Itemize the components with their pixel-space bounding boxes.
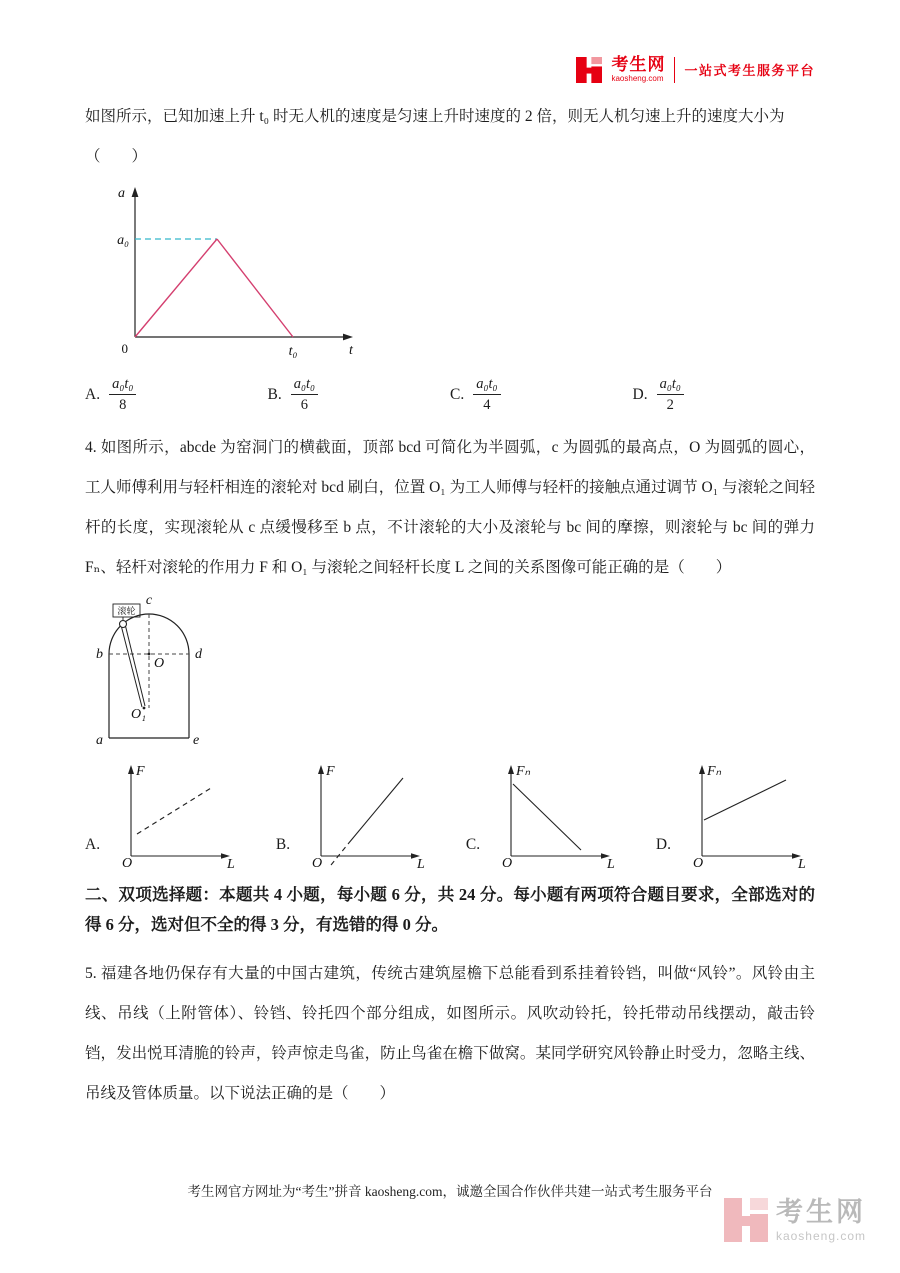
kaosheng-watermark-icon bbox=[724, 1198, 768, 1242]
graph-option-a bbox=[85, 758, 238, 870]
cave-door-figure bbox=[87, 590, 222, 750]
arch-label-O: O bbox=[154, 656, 165, 672]
arch-label-c: c bbox=[145, 593, 153, 609]
graph-c-ylabel: Fₙ bbox=[516, 764, 531, 780]
arch-label-d: d bbox=[195, 647, 202, 663]
arch-label-a: a bbox=[96, 733, 103, 749]
graph-b-curve bbox=[348, 778, 403, 844]
brand-name-block bbox=[611, 56, 665, 83]
roller-callout-label: 滚轮 bbox=[117, 606, 136, 617]
brand-domain: kaosheng.com bbox=[611, 74, 664, 83]
question3-answer-bracket: （ ） bbox=[85, 148, 148, 165]
arch-semicircle bbox=[109, 614, 189, 654]
option-d-label: D. bbox=[632, 385, 648, 403]
graph-b-curve-dashed bbox=[331, 844, 348, 865]
question3-text: 如图所示，已知加速上升 t₀ 时无人机的速度是匀速上升时速度的 2 倍，则无人机匀速上升的速度大小为 bbox=[85, 108, 785, 125]
graph-a-ylabel: F bbox=[136, 764, 145, 780]
section2-title: 二、双项选择题：本题共 4 小题，每小题 6 分，共 24 分。每小题有两项符合题目要求，全部选对的得 6 分，选对但不全的得 3 分，有选错的得 0 分。 bbox=[85, 885, 815, 935]
option-b-fraction: $\frac{\text{a₀t₀}}{6}$ bbox=[291, 375, 318, 414]
graph-c-origin: O bbox=[502, 856, 513, 871]
graph-option-d bbox=[656, 758, 809, 870]
option-a-fraction: $\frac{\text{a₀t₀}}{8}$ bbox=[109, 375, 136, 414]
arch-label-O1: O₁ bbox=[131, 707, 146, 723]
graph-d-plot bbox=[674, 758, 809, 870]
option-c-fraction: $\frac{\text{a₀t₀}}{4}$ bbox=[473, 375, 500, 414]
x-axis-label: t bbox=[349, 343, 353, 358]
option-d bbox=[633, 375, 816, 414]
graph-d-xlabel: L bbox=[797, 857, 806, 871]
graph-d-ylabel: Fₙ bbox=[706, 764, 722, 780]
graph-a-label: A. bbox=[85, 836, 101, 854]
graph-a-origin: O bbox=[122, 856, 133, 871]
option-b bbox=[268, 375, 451, 414]
question4-text: 4. 如图所示，abcde 为窑洞门的横截面，顶部 bcd 可简化为半圆弧，c 为圆弧的最高点，O 为圆弧的圆心，工人师傅利用与轻杆相连的滚轮对 bcd 刷白，位置 O₁ 为工人师傅与轻杆的接触点通过调节 O₁ 与滚轮之间轻杆的长度，实现滚轮从 c 点缓慢移至 b 点，不计滚轮的大小及滚轮与 bc 间的摩擦，则滚轮与 bc 间的弹力 Fₙ、轻杆对滚轮的作用力 F 和 O₁ 与滚轮之间轻杆长度 L 之间的关系图像可能正确的是（ ） bbox=[85, 439, 815, 577]
question3-options bbox=[85, 375, 815, 414]
y-axis-tick-a0: a₀ bbox=[117, 233, 129, 248]
arch-label-b: b bbox=[96, 647, 103, 663]
option-c bbox=[450, 375, 633, 414]
graph-b-origin: O bbox=[312, 856, 323, 871]
arch-label-e: e bbox=[193, 733, 200, 749]
brand-divider bbox=[674, 57, 675, 83]
option-a-label: A. bbox=[85, 385, 101, 403]
origin-label: 0 bbox=[121, 341, 128, 356]
acceleration-falling-line bbox=[217, 239, 293, 337]
watermark-name: 考生网 bbox=[775, 1196, 866, 1227]
acceleration-rising-line bbox=[135, 239, 217, 337]
graph-c-xlabel: L bbox=[607, 857, 615, 871]
kaosheng-logo-icon bbox=[576, 57, 602, 83]
graph-d-curve bbox=[704, 780, 786, 820]
graph-c-curve bbox=[513, 784, 581, 850]
acceleration-time-graph bbox=[95, 179, 375, 361]
kaosheng-watermark bbox=[724, 1198, 866, 1242]
question5-text: 5. 福建各地仍保存有大量的中国古建筑，传统古建筑屋檐下总能看到系挂着铃铛，叫做“风铃”。风铃由主线、吊线（上附管体）、铃铛、铃托四个部分组成，如图所示。风吹动铃托，铃托带动吊线摆动，敲击铃铛，发出悦耳清脆的铃声，铃声惊走鸟雀，防止鸟雀在檐下做窝。某同学研究风铃静止时受力，忽略主线、吊线及管体质量。以下说法正确的是（ ） bbox=[85, 965, 815, 1103]
graph-d-label: D. bbox=[655, 836, 671, 854]
graph-a-xlabel: L bbox=[227, 857, 235, 871]
page-footer: 考生网官方网址为“考生”拼音 kaosheng.com，诚邀全国合作伙伴共建一站式考生服务平台 bbox=[187, 1184, 713, 1199]
graph-option-b bbox=[276, 758, 428, 870]
watermark-domain: kaosheng.com bbox=[775, 1228, 866, 1243]
watermark-name-block bbox=[775, 1196, 866, 1243]
option-d-fraction: $\frac{\text{a₀t₀}}{2}$ bbox=[657, 375, 684, 414]
graph-c-label: C. bbox=[465, 836, 481, 854]
graph-a-plot bbox=[103, 758, 238, 870]
graph-b-xlabel: L bbox=[417, 857, 425, 871]
brand-tagline: 一站式考生服务平台 bbox=[684, 63, 815, 78]
site-header bbox=[85, 0, 815, 83]
graph-option-c bbox=[466, 758, 618, 870]
option-a bbox=[85, 375, 268, 414]
y-axis-label: a bbox=[118, 186, 125, 201]
graph-d-origin: O bbox=[692, 856, 704, 871]
graph-b-label: B. bbox=[275, 836, 291, 854]
graph-a-curve bbox=[137, 788, 211, 834]
x-axis-tick-t0: t₀ bbox=[288, 344, 298, 359]
question4-option-graphs bbox=[85, 758, 815, 870]
brand-name: 考生网 bbox=[611, 55, 666, 74]
graph-b-plot bbox=[293, 758, 428, 870]
option-c-label: C. bbox=[450, 385, 465, 403]
graph-b-ylabel: F bbox=[326, 764, 335, 780]
graph-c-plot bbox=[483, 758, 618, 870]
option-b-label: B. bbox=[267, 385, 282, 403]
